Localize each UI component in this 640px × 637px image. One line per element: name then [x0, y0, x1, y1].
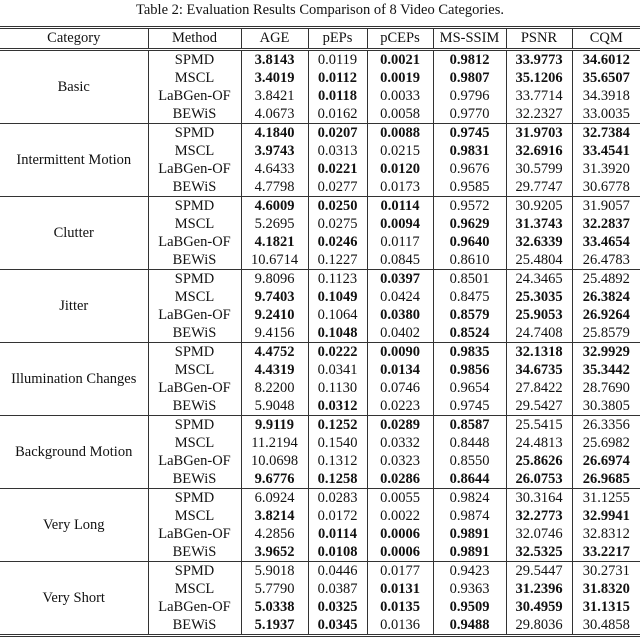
value-cell: 0.1252 [308, 416, 367, 435]
value-cell: 0.0173 [367, 178, 433, 197]
value-cell: 28.7690 [572, 379, 640, 397]
category-group [0, 416, 640, 489]
value-cell: 9.6776 [241, 470, 308, 489]
value-cell: 26.9264 [572, 306, 640, 324]
value-cell: 25.4804 [506, 251, 572, 270]
value-cell: 0.9676 [433, 160, 506, 178]
value-cell: 32.1318 [506, 343, 572, 362]
value-cell: 0.0019 [367, 69, 433, 87]
method-cell: MSCL [148, 361, 241, 379]
value-cell: 0.9509 [433, 598, 506, 616]
table-row [0, 270, 640, 289]
value-cell: 0.9770 [433, 105, 506, 124]
value-cell: 32.6916 [506, 142, 572, 160]
value-cell: 0.8448 [433, 434, 506, 452]
method-cell: MSCL [148, 288, 241, 306]
value-cell: 32.6339 [506, 233, 572, 251]
value-cell: 30.6778 [572, 178, 640, 197]
value-cell: 0.9629 [433, 215, 506, 233]
value-cell: 34.3918 [572, 87, 640, 105]
value-cell: 0.9891 [433, 543, 506, 562]
value-cell: 0.0108 [308, 543, 367, 562]
value-cell: 25.3035 [506, 288, 572, 306]
value-cell: 0.8524 [433, 324, 506, 343]
value-cell: 32.8312 [572, 525, 640, 543]
value-cell: 29.5427 [506, 397, 572, 416]
value-cell: 4.4319 [241, 361, 308, 379]
value-cell: 26.4783 [572, 251, 640, 270]
value-cell: 31.1315 [572, 598, 640, 616]
value-cell: 0.0313 [308, 142, 367, 160]
value-cell: 0.0162 [308, 105, 367, 124]
value-cell: 30.3164 [506, 489, 572, 508]
value-cell: 0.0332 [367, 434, 433, 452]
category-group [0, 562, 640, 636]
value-cell: 0.0131 [367, 580, 433, 598]
table-row [0, 562, 640, 581]
value-cell: 0.9807 [433, 69, 506, 87]
value-cell: 0.0207 [308, 124, 367, 143]
method-cell: MSCL [148, 215, 241, 233]
header-method: Method [148, 28, 241, 50]
value-cell: 25.8579 [572, 324, 640, 343]
value-cell: 0.0289 [367, 416, 433, 435]
category-cell: Jitter [59, 298, 89, 314]
method-cell: BEWiS [148, 470, 241, 489]
value-cell: 25.5415 [506, 416, 572, 435]
method-cell: LaBGen-OF [148, 525, 241, 543]
method-cell: BEWiS [148, 543, 241, 562]
value-cell: 0.9745 [433, 124, 506, 143]
method-cell: SPMD [148, 562, 241, 581]
value-cell: 0.0022 [367, 507, 433, 525]
category-group [0, 124, 640, 197]
method-cell: MSCL [148, 69, 241, 87]
value-cell: 30.3805 [572, 397, 640, 416]
value-cell: 26.6974 [572, 452, 640, 470]
method-cell: SPMD [148, 197, 241, 216]
value-cell: 3.8421 [241, 87, 308, 105]
value-cell: 30.4858 [572, 616, 640, 636]
value-cell: 0.0402 [367, 324, 433, 343]
table-row [0, 343, 640, 362]
value-cell: 30.2731 [572, 562, 640, 581]
method-cell: BEWiS [148, 397, 241, 416]
value-cell: 0.0215 [367, 142, 433, 160]
value-cell: 9.9119 [241, 416, 308, 435]
category-group [0, 489, 640, 562]
value-cell: 32.9941 [572, 507, 640, 525]
table-row [0, 124, 640, 143]
value-cell: 0.8501 [433, 270, 506, 289]
value-cell: 0.0325 [308, 598, 367, 616]
value-cell: 0.1227 [308, 251, 367, 270]
value-cell: 27.8422 [506, 379, 572, 397]
value-cell: 0.0277 [308, 178, 367, 197]
value-cell: 26.3356 [572, 416, 640, 435]
value-cell: 0.0033 [367, 87, 433, 105]
value-cell: 32.2773 [506, 507, 572, 525]
method-cell: SPMD [148, 343, 241, 362]
method-cell: MSCL [148, 434, 241, 452]
value-cell: 0.1540 [308, 434, 367, 452]
value-cell: 31.2396 [506, 580, 572, 598]
value-cell: 0.0845 [367, 251, 433, 270]
value-cell: 0.0397 [367, 270, 433, 289]
value-cell: 0.0275 [308, 215, 367, 233]
value-cell: 0.9874 [433, 507, 506, 525]
value-cell: 31.3743 [506, 215, 572, 233]
category-cell: Very Short [42, 590, 105, 606]
header-age: AGE [241, 28, 308, 50]
value-cell: 24.4813 [506, 434, 572, 452]
value-cell: 0.0094 [367, 215, 433, 233]
value-cell: 0.8475 [433, 288, 506, 306]
table-row [0, 50, 640, 70]
value-cell: 35.3442 [572, 361, 640, 379]
value-cell: 5.0338 [241, 598, 308, 616]
value-cell: 10.0698 [241, 452, 308, 470]
value-cell: 0.9856 [433, 361, 506, 379]
method-cell: LaBGen-OF [148, 452, 241, 470]
value-cell: 0.9812 [433, 50, 506, 70]
value-cell: 0.1312 [308, 452, 367, 470]
table-caption: Table 2: Evaluation Results Comparison of 8 Video Categories. [136, 2, 504, 18]
value-cell: 4.1821 [241, 233, 308, 251]
value-cell: 0.9488 [433, 616, 506, 636]
value-cell: 0.9585 [433, 178, 506, 197]
value-cell: 25.9053 [506, 306, 572, 324]
value-cell: 0.8587 [433, 416, 506, 435]
value-cell: 0.0134 [367, 361, 433, 379]
value-cell: 26.0753 [506, 470, 572, 489]
value-cell: 33.9773 [506, 50, 572, 70]
value-cell: 34.6735 [506, 361, 572, 379]
value-cell: 0.0172 [308, 507, 367, 525]
value-cell: 33.2217 [572, 543, 640, 562]
value-cell: 11.2194 [241, 434, 308, 452]
value-cell: 29.8036 [506, 616, 572, 636]
value-cell: 4.0673 [241, 105, 308, 124]
value-cell: 3.9743 [241, 142, 308, 160]
method-cell: SPMD [148, 50, 241, 70]
method-cell: BEWiS [148, 324, 241, 343]
value-cell: 0.0250 [308, 197, 367, 216]
value-cell: 0.0380 [367, 306, 433, 324]
value-cell: 4.6009 [241, 197, 308, 216]
method-cell: BEWiS [148, 105, 241, 124]
method-cell: LaBGen-OF [148, 160, 241, 178]
value-cell: 0.9831 [433, 142, 506, 160]
value-cell: 0.1049 [308, 288, 367, 306]
value-cell: 0.0112 [308, 69, 367, 87]
value-cell: 0.0246 [308, 233, 367, 251]
value-cell: 0.0136 [367, 616, 433, 636]
category-group [0, 50, 640, 124]
value-cell: 0.0746 [367, 379, 433, 397]
value-cell: 0.0223 [367, 397, 433, 416]
value-cell: 4.1840 [241, 124, 308, 143]
value-cell: 4.4752 [241, 343, 308, 362]
value-cell: 33.4654 [572, 233, 640, 251]
method-cell: LaBGen-OF [148, 598, 241, 616]
method-cell: SPMD [148, 416, 241, 435]
value-cell: 9.7403 [241, 288, 308, 306]
category-cell: Intermittent Motion [16, 152, 132, 168]
value-cell: 31.9057 [572, 197, 640, 216]
value-cell: 0.0090 [367, 343, 433, 362]
value-cell: 0.9572 [433, 197, 506, 216]
value-cell: 0.0283 [308, 489, 367, 508]
method-cell: LaBGen-OF [148, 87, 241, 105]
value-cell: 24.3465 [506, 270, 572, 289]
value-cell: 4.2856 [241, 525, 308, 543]
category-group [0, 343, 640, 416]
value-cell: 26.9685 [572, 470, 640, 489]
value-cell: 29.5447 [506, 562, 572, 581]
value-cell: 0.8579 [433, 306, 506, 324]
value-cell: 0.1123 [308, 270, 367, 289]
value-cell: 32.7384 [572, 124, 640, 143]
value-cell: 0.0177 [367, 562, 433, 581]
value-cell: 0.0118 [308, 87, 367, 105]
value-cell: 25.6982 [572, 434, 640, 452]
value-cell: 31.9703 [506, 124, 572, 143]
header-row [0, 28, 640, 50]
value-cell: 31.1255 [572, 489, 640, 508]
header-peps: pEPs [308, 28, 367, 50]
value-cell: 10.6714 [241, 251, 308, 270]
value-cell: 0.1064 [308, 306, 367, 324]
value-cell: 0.9796 [433, 87, 506, 105]
value-cell: 0.9835 [433, 343, 506, 362]
method-cell: SPMD [148, 270, 241, 289]
value-cell: 34.6012 [572, 50, 640, 70]
value-cell: 32.2327 [506, 105, 572, 124]
value-cell: 0.0055 [367, 489, 433, 508]
value-cell: 0.0058 [367, 105, 433, 124]
value-cell: 0.0135 [367, 598, 433, 616]
value-cell: 0.0286 [367, 470, 433, 489]
value-cell: 0.8644 [433, 470, 506, 489]
value-cell: 0.0021 [367, 50, 433, 70]
method-cell: MSCL [148, 580, 241, 598]
category-cell: Clutter [53, 225, 94, 241]
table-row [0, 197, 640, 216]
header-category: Category [47, 30, 101, 46]
value-cell: 0.0117 [367, 233, 433, 251]
value-cell: 9.2410 [241, 306, 308, 324]
category-group [0, 197, 640, 270]
value-cell: 0.9824 [433, 489, 506, 508]
value-cell: 9.8096 [241, 270, 308, 289]
value-cell: 30.4959 [506, 598, 572, 616]
value-cell: 29.7747 [506, 178, 572, 197]
method-cell: MSCL [148, 507, 241, 525]
category-cell: Very Long [42, 517, 105, 533]
value-cell: 5.9048 [241, 397, 308, 416]
value-cell: 30.9205 [506, 197, 572, 216]
value-cell: 0.0323 [367, 452, 433, 470]
header-pceps: pCEPs [367, 28, 433, 50]
value-cell: 0.0424 [367, 288, 433, 306]
method-cell: SPMD [148, 489, 241, 508]
value-cell: 0.9745 [433, 397, 506, 416]
value-cell: 0.0221 [308, 160, 367, 178]
value-cell: 0.0114 [367, 197, 433, 216]
value-cell: 0.9654 [433, 379, 506, 397]
value-cell: 33.7714 [506, 87, 572, 105]
value-cell: 0.9891 [433, 525, 506, 543]
method-cell: LaBGen-OF [148, 379, 241, 397]
value-cell: 0.0006 [367, 525, 433, 543]
value-cell: 0.8610 [433, 251, 506, 270]
value-cell: 0.0120 [367, 160, 433, 178]
value-cell: 0.9640 [433, 233, 506, 251]
value-cell: 0.9423 [433, 562, 506, 581]
value-cell: 4.7798 [241, 178, 308, 197]
value-cell: 5.7790 [241, 580, 308, 598]
value-cell: 3.8143 [241, 50, 308, 70]
method-cell: LaBGen-OF [148, 306, 241, 324]
method-cell: LaBGen-OF [148, 233, 241, 251]
value-cell: 5.1937 [241, 616, 308, 636]
value-cell: 0.0341 [308, 361, 367, 379]
value-cell: 3.8214 [241, 507, 308, 525]
value-cell: 4.6433 [241, 160, 308, 178]
value-cell: 0.0088 [367, 124, 433, 143]
value-cell: 33.4541 [572, 142, 640, 160]
method-cell: BEWiS [148, 178, 241, 197]
value-cell: 25.4892 [572, 270, 640, 289]
value-cell: 0.0312 [308, 397, 367, 416]
value-cell: 26.3824 [572, 288, 640, 306]
value-cell: 6.0924 [241, 489, 308, 508]
header-psnr: PSNR [506, 28, 572, 50]
value-cell: 0.0222 [308, 343, 367, 362]
value-cell: 0.0006 [367, 543, 433, 562]
method-cell: MSCL [148, 142, 241, 160]
value-cell: 30.5799 [506, 160, 572, 178]
value-cell: 25.8626 [506, 452, 572, 470]
value-cell: 5.9018 [241, 562, 308, 581]
value-cell: 32.0746 [506, 525, 572, 543]
value-cell: 35.1206 [506, 69, 572, 87]
value-cell: 8.2200 [241, 379, 308, 397]
value-cell: 0.0387 [308, 580, 367, 598]
category-cell: Basic [57, 79, 90, 95]
category-group [0, 270, 640, 343]
value-cell: 5.2695 [241, 215, 308, 233]
value-cell: 24.7408 [506, 324, 572, 343]
value-cell: 9.4156 [241, 324, 308, 343]
value-cell: 31.8320 [572, 580, 640, 598]
header-cqm: CQM [572, 28, 640, 50]
value-cell: 3.4019 [241, 69, 308, 87]
value-cell: 32.9929 [572, 343, 640, 362]
method-cell: BEWiS [148, 616, 241, 636]
value-cell: 0.0446 [308, 562, 367, 581]
value-cell: 0.1048 [308, 324, 367, 343]
value-cell: 0.9363 [433, 580, 506, 598]
value-cell: 0.8550 [433, 452, 506, 470]
category-cell: Illumination Changes [11, 371, 137, 387]
value-cell: 0.0345 [308, 616, 367, 636]
category-cell: Background Motion [15, 444, 133, 460]
value-cell: 3.9652 [241, 543, 308, 562]
header-ms-ssim: MS-SSIM [433, 28, 506, 50]
table-row [0, 416, 640, 435]
value-cell: 0.0119 [308, 50, 367, 70]
value-cell: 33.0035 [572, 105, 640, 124]
method-cell: BEWiS [148, 251, 241, 270]
value-cell: 32.5325 [506, 543, 572, 562]
results-table [0, 26, 640, 637]
method-cell: SPMD [148, 124, 241, 143]
value-cell: 32.2837 [572, 215, 640, 233]
value-cell: 31.3920 [572, 160, 640, 178]
value-cell: 0.1258 [308, 470, 367, 489]
value-cell: 0.1130 [308, 379, 367, 397]
value-cell: 0.0114 [308, 525, 367, 543]
value-cell: 35.6507 [572, 69, 640, 87]
table-row [0, 489, 640, 508]
